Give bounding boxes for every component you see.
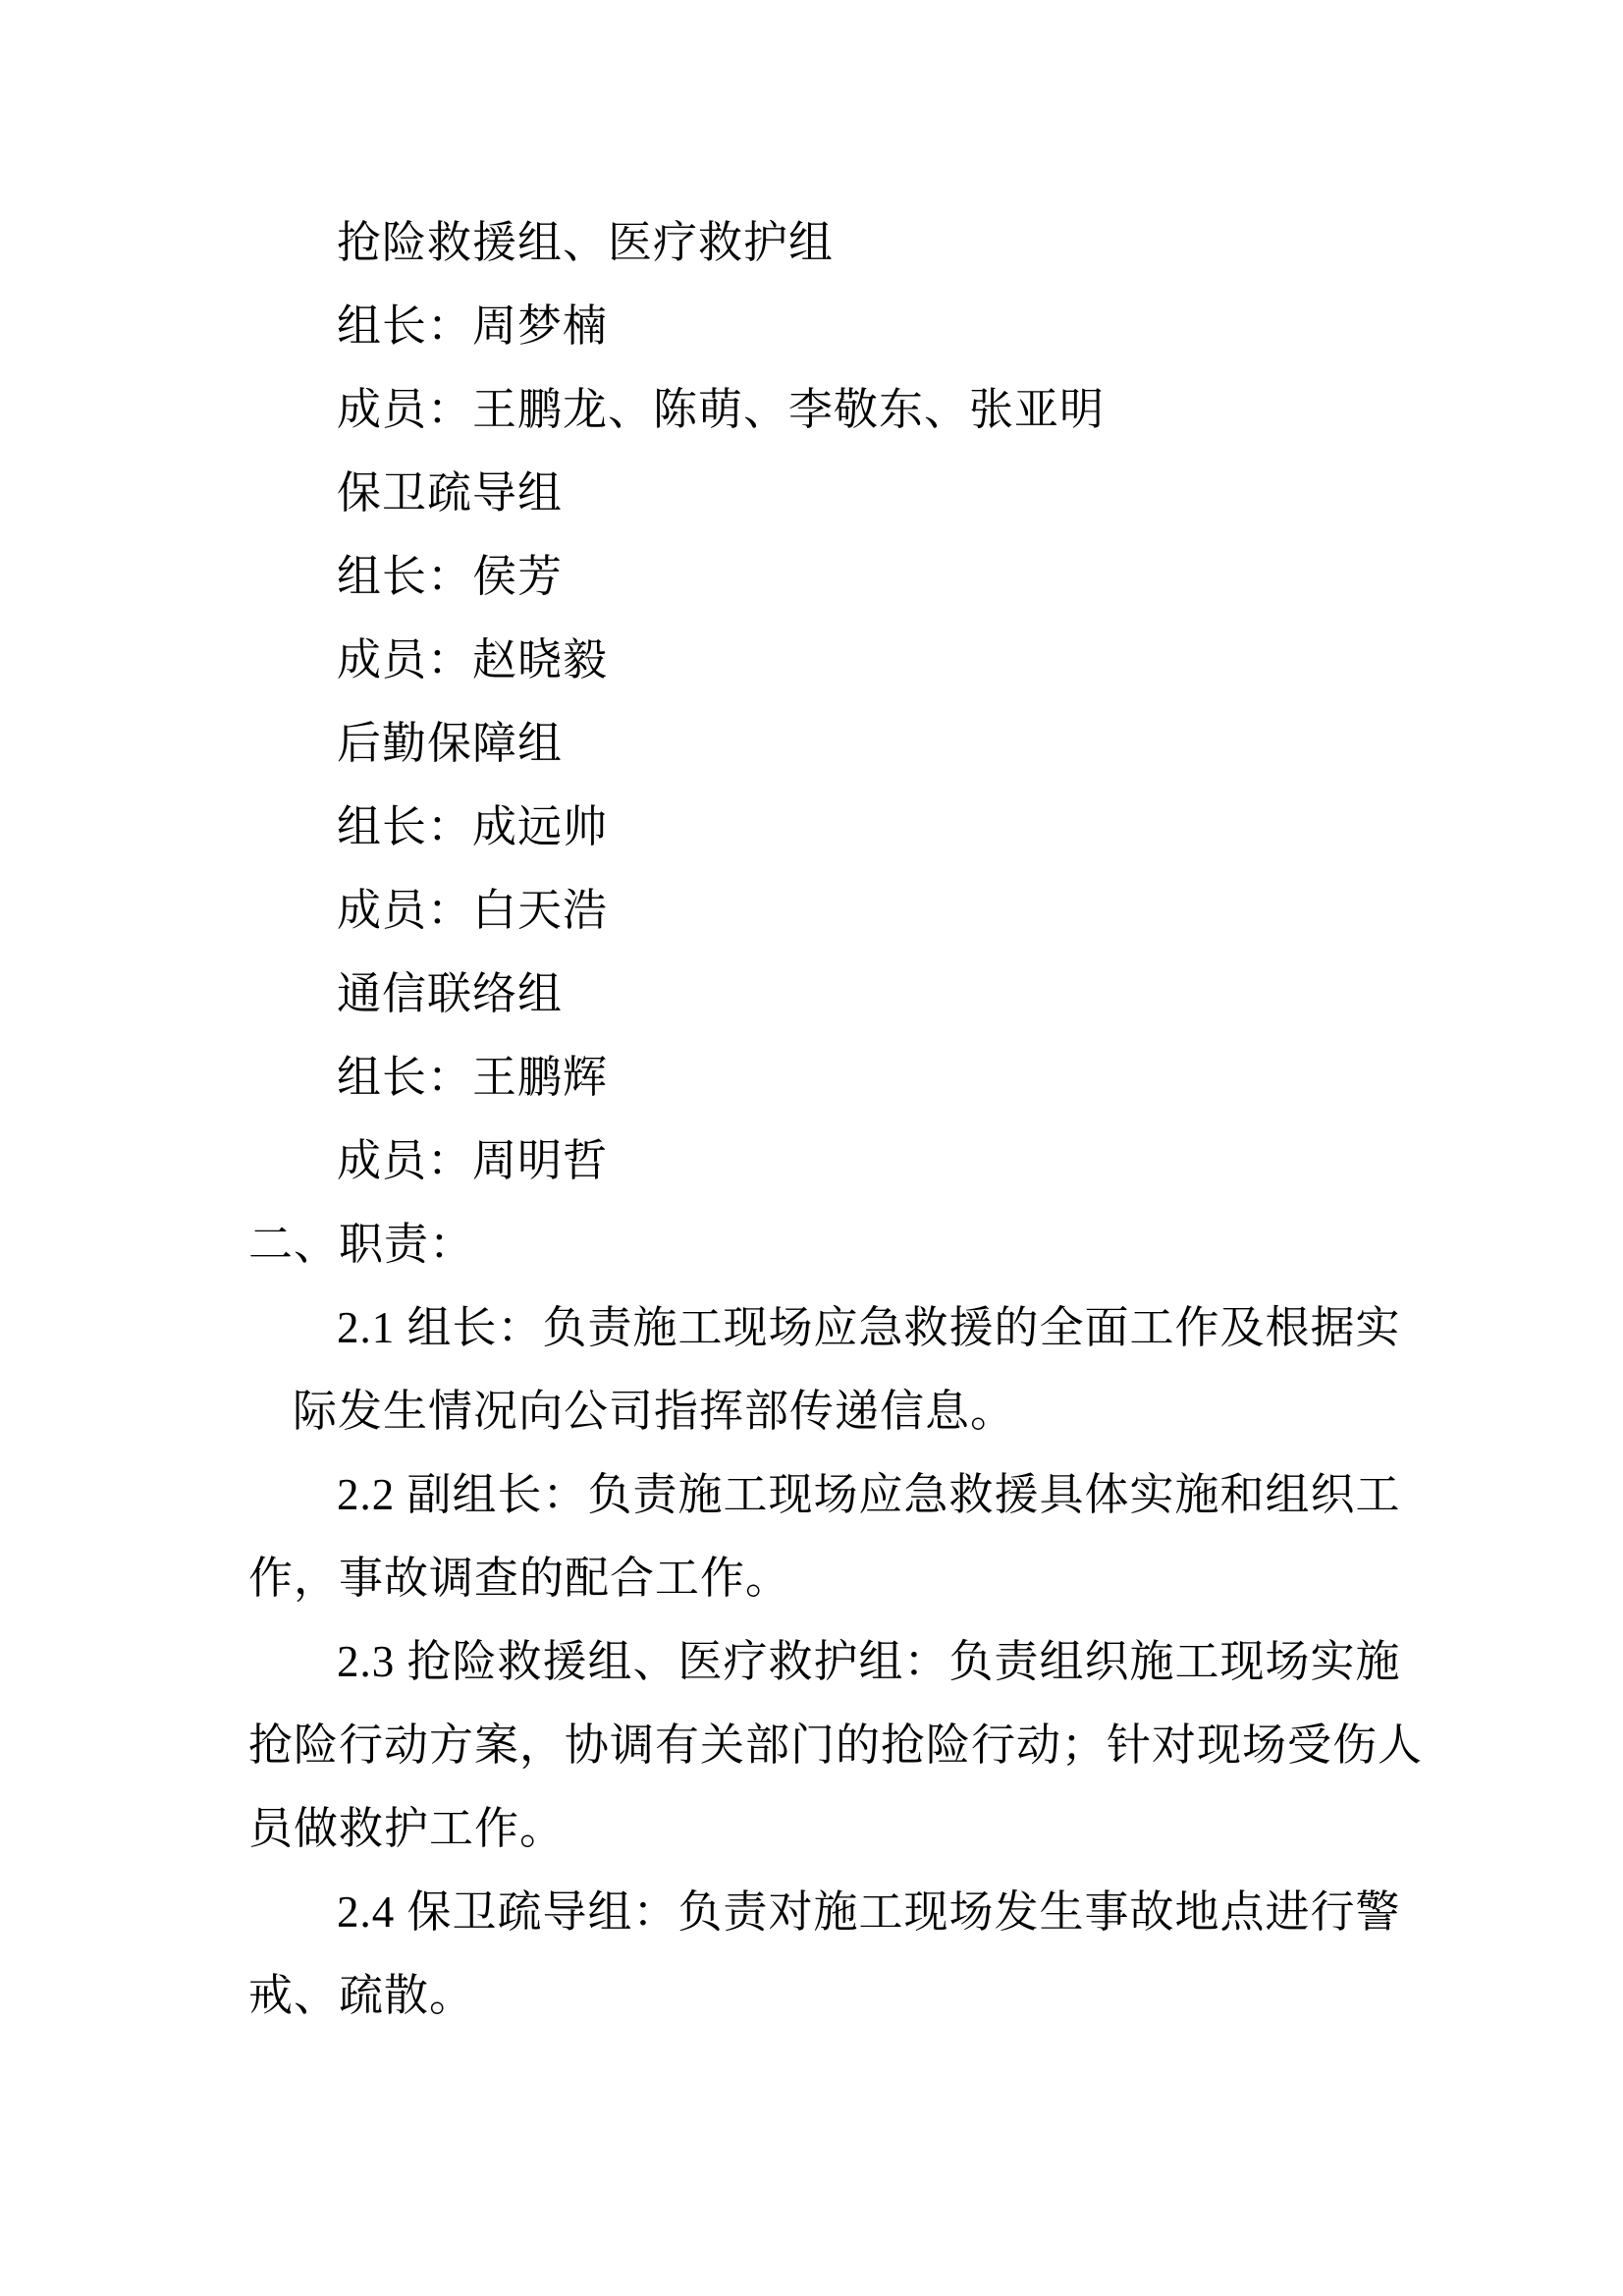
text-line: 组长：王鹏辉 [337,1053,609,1102]
text-line: 抢险救援组、医疗救护组 [337,218,835,267]
text-line: 组长：成远帅 [337,802,609,851]
text-line: 员做救护工作。 [248,1804,566,1853]
text-line: 2.1 组长：负责施工现场应急救援的全面工作及根据实 [337,1303,1401,1352]
text-line: 组长：侯芳 [337,552,564,601]
text-line: 通信联络组 [337,969,564,1018]
text-line: 成员：周明哲 [337,1136,609,1185]
text-line: 际发生情况向公司指挥部传递信息。 [293,1387,1016,1436]
text-line: 2.3 抢险救援组、医疗救护组：负责组织施工现场实施 [337,1637,1401,1686]
text-line: 戒、疏散。 [248,1971,475,2020]
text-line: 二、职责： [248,1220,475,1269]
text-line: 抢险行动方案，协调有关部门的抢险行动；针对现场受伤人 [248,1721,1424,1770]
text-line: 成员：王鹏龙、陈萌、李敬东、张亚明 [337,385,1106,434]
text-line: 作，事故调查的配合工作。 [248,1554,791,1603]
text-line: 组长：周梦楠 [337,301,609,351]
document-text [248,201,1424,2038]
text-line: 2.4 保卫疏导组：负责对施工现场发生事故地点进行警 [337,1887,1401,1937]
text-line: 后勤保障组 [337,719,564,768]
text-line: 保卫疏导组 [337,468,564,518]
text-line: 成员：赵晓毅 [337,635,609,684]
text-line: 2.2 副组长：负责施工现场应急救援具体实施和组织工 [337,1470,1401,1519]
text-line: 成员：白天浩 [337,886,609,935]
